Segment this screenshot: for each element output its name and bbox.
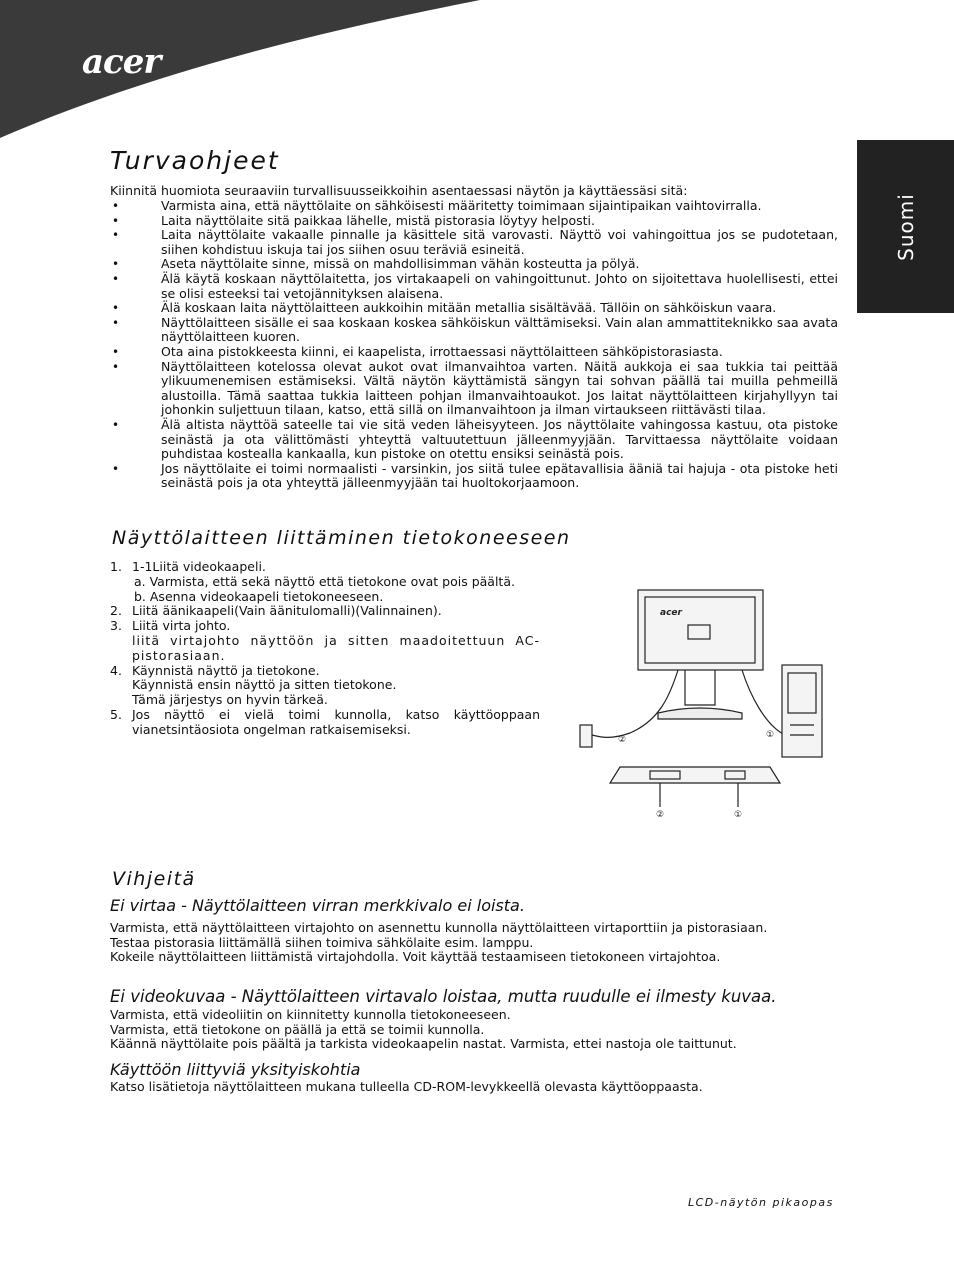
no-video-line: Varmista, että tietokone on päällä ja että se toimii kunnolla. <box>110 1021 485 1037</box>
step-5: 5. Jos näyttö ei vielä toimi kunnolla, katso käyttöoppaan vianetsintäosiota ongelman ratkaisemiseksi. <box>110 706 540 737</box>
details-title: Käyttöön liittyviä yksityiskohtia <box>110 1060 361 1079</box>
step-4: 4. Käynnistä näyttö ja tietokone. <box>110 662 320 678</box>
connect-title: Näyttölaitteen liittäminen tietokoneeseen <box>112 527 571 549</box>
safety-list <box>110 199 838 491</box>
no-video-title: Ei videokuvaa - Näyttölaitteen virtavalo loistaa, mutta ruudulle ei ilmesty kuvaa. <box>110 987 777 1006</box>
no-power-line: Varmista, että näyttölaitteen virtajohto on asennettu kunnolla näyttölaitteen virtaporttiin ja pistorasiaan. <box>110 920 768 935</box>
step-4-detail-1: Käynnistä ensin näyttö ja sitten tietokone. <box>132 677 397 693</box>
step-1: 1. 1-1Liitä videokaapeli. <box>110 559 266 574</box>
connection-diagram <box>570 585 845 820</box>
no-power-line: Testaa pistorasia liittämällä siihen toimiva sähkölaite esim. lamppu. <box>110 934 534 950</box>
diagram-callout-2: ② <box>618 735 627 745</box>
language-tab-label: Suomi <box>893 192 918 261</box>
step-2: 2. Liitä äänikaapeli(Vain äänitulomalli)(Valinnainen). <box>110 603 442 619</box>
diagram-monitor-logo: acer <box>660 608 682 618</box>
safety-title: Turvaohjeet <box>110 146 280 175</box>
connect-steps <box>110 560 540 738</box>
step-1a: a. Varmista, että sekä näyttö että tietokone ovat pois päältä. <box>134 573 515 589</box>
no-video-text <box>110 1008 850 1052</box>
details-text: Katso lisätietoja näyttölaitteen mukana tulleella CD-ROM-levykkeellä olevasta käyttöoppaasta. <box>110 1079 703 1094</box>
list-item: • Varmista aina, että näyttölaite on sähköisesti määritetty toimimaan sijaintipaikan vaihtovirralla. <box>110 199 838 214</box>
step-1b: b. Asenna videokaapeli tietokoneeseen. <box>134 588 384 604</box>
list-item: • Ota aina pistokkeesta kiinni, ei kaapelista, irrottaessasi näyttölaitteen sähköpistorasiasta. <box>110 345 838 360</box>
no-video-line: Käännä näyttölaite pois päältä ja tarkista videokaapelin nastat. Varmista, ettei nastoja ole taittunut. <box>110 1036 737 1052</box>
tips-title: Vihjeitä <box>112 868 196 890</box>
list-item: • Näyttölaitteen sisälle ei saa koskaan koskea sähköiskun välttämiseksi. Vain alan ammattiteknikko saa avata näyttölaitteen kuoren. <box>110 316 838 345</box>
header-swoosh <box>0 0 480 140</box>
list-item: • Älä altista näyttöä sateelle tai vie sitä veden läheisyyteen. Jos näyttölaite vahingossa kastuu, ota pistoke seinästä ja ota välittömästi yhteyttä valtuutettuun jälleenmyyjään. Tarvittaessa näyttölaite voidaan puhdistaa kostealla kankaalla, kun pistoke on otettu ensiksi seinästä pois. <box>110 418 838 462</box>
list-item: • Aseta näyttölaite sinne, missä on mahdollisimman vähän kosteutta ja pölyä. <box>110 257 838 272</box>
no-video-line: Varmista, että videoliitin on kiinnitetty kunnolla tietokoneeseen. <box>110 1007 511 1022</box>
acer-logo: acer <box>82 42 161 82</box>
footer-caption: LCD-näytön pikaopas <box>688 1196 834 1209</box>
diagram-callout-1: ① <box>766 730 775 740</box>
list-item: • Laita näyttölaite vakaalle pinnalle ja käsittele sitä varovasti. Näyttö voi vahingoittua jos se pudotetaan, siihen kohdistuu iskuja tai jos siihen osuu teräviä esineitä. <box>110 228 838 257</box>
list-item: • Jos näyttölaite ei toimi normaalisti - varsinkin, jos siitä tulee epätavallisia ääniä tai hajuja - ota pistoke heti seinästä pois ja ota yhteyttä jälleenmyyjään tai huoltokorjaamoon. <box>110 462 838 491</box>
list-item: • Älä koskaan laita näyttölaitteen aukkoihin mitään metallia sisältävää. Tällöin on sähköiskun vaara. <box>110 301 838 316</box>
step-3: 3. Liitä virta johto. <box>110 618 231 634</box>
list-item: • Älä käytä koskaan näyttölaitetta, jos virtakaapeli on vahingoittunut. Johto on sijoitettava huolellisesti, ettei se olisi esteeksi tai vetojännityksen alaisena. <box>110 272 838 301</box>
language-tab <box>857 140 954 313</box>
step-3-detail: liitä virtajohto näyttöön ja sitten maadoitettuun AC-pistorasiaan. <box>132 632 540 663</box>
no-power-line: Kokeile näyttölaitteen liittämistä virtajohdolla. Voit käyttää testaamiseen tietokoneen virtajohtoa. <box>110 949 721 965</box>
safety-intro: Kiinnitä huomiota seuraaviin turvallisuusseikkoihin asentaessasi näytön ja käyttäessäsi sitä: <box>110 183 688 198</box>
no-power-title: Ei virtaa - Näyttölaitteen virran merkkivalo ei loista. <box>110 896 525 915</box>
step-4-detail-2: Tämä järjestys on hyvin tärkeä. <box>132 692 328 708</box>
diagram-bottom-callout-2: ② <box>656 810 665 820</box>
diagram-bottom-callout-1: ① <box>734 810 743 820</box>
list-item: • Näyttölaitteen kotelossa olevat aukot ovat ilmanvaihtoa varten. Näitä aukkoja ei saa tukkia tai peittää ylikuumenemisen estämiseksi. Vältä näytön käyttämistä sängyn tai sohvan päällä tai muilla pehmeillä alustoilla. Tämä saattaa tukkia laitteen pohjan ilmanvaihtoaukot. Jos laitat näyttölaitteen kirjahyllyyn tai johonkin suljettuun tilaan, katso, että sillä on ilmanvaihtoon ja ilman virtaukseen riittävästi tilaa. <box>110 360 838 418</box>
list-item: • Laita näyttölaite sitä paikkaa lähelle, mistä pistorasia löytyy helposti. <box>110 214 838 229</box>
no-power-text <box>110 921 830 965</box>
